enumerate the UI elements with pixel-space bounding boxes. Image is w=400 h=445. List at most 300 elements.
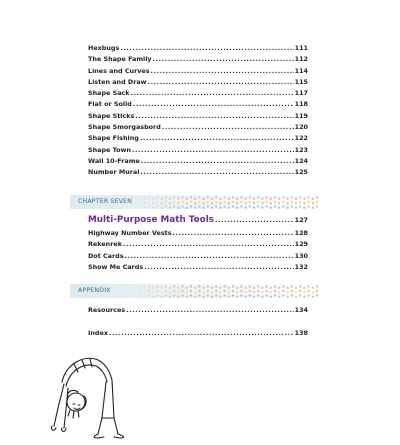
entry-page: 118 (294, 100, 308, 109)
toc-entry[interactable] (88, 122, 308, 133)
decorative-dot (207, 205, 209, 207)
decorative-dot (307, 196, 309, 198)
decorative-dot (261, 296, 263, 298)
decorative-dot (148, 294, 150, 296)
decorative-dot (274, 201, 276, 203)
decorative-dot (135, 296, 137, 298)
decorative-dot (312, 198, 314, 200)
decorative-dot (282, 294, 284, 296)
decorative-dot (240, 196, 242, 198)
entry-page: 117 (294, 89, 308, 98)
entry-title: Wall 10-Frame (88, 156, 140, 165)
decorative-dot (270, 287, 272, 289)
decorative-dot (316, 290, 318, 292)
decorative-dot (236, 296, 238, 298)
decorative-dot (270, 207, 272, 209)
chapter-seven-heading-block (88, 214, 308, 227)
decorative-dot (169, 202, 171, 204)
decorative-dot (194, 198, 196, 200)
decorative-dot (274, 290, 276, 292)
decorative-dot (139, 294, 141, 296)
leader-dots (215, 214, 294, 227)
decorative-dot (274, 205, 276, 207)
decorative-dot (135, 291, 137, 293)
decorative-dot (286, 287, 288, 289)
decorative-dot (211, 296, 213, 298)
entry-page: 134 (294, 306, 308, 314)
decorative-dot (257, 205, 259, 207)
leader-dots (135, 111, 293, 122)
decorative-dot (181, 294, 183, 296)
decorative-dot (177, 296, 179, 298)
decorative-dot (236, 202, 238, 204)
decorative-dot (316, 201, 318, 203)
decorative-dot (253, 291, 255, 293)
toc-entry[interactable] (88, 251, 308, 262)
decorative-dot (265, 294, 267, 296)
decorative-dot (253, 207, 255, 209)
toc-entry[interactable] (88, 111, 308, 122)
decorative-dot (215, 205, 217, 207)
entry-title: Lines and Curves (88, 66, 150, 75)
toc-entry[interactable] (88, 88, 308, 99)
decorative-dot (215, 285, 217, 287)
decorative-dot (156, 294, 158, 296)
decorative-dot (135, 287, 137, 289)
entry-title: Dot Cards (88, 251, 124, 260)
decorative-dot (169, 198, 171, 200)
decorative-dot (312, 207, 314, 209)
chapter-seven-title: Multi-Purpose Math Tools (88, 215, 214, 225)
entry-title: Shape Sack (88, 89, 130, 98)
leader-dots (131, 88, 294, 99)
decorative-dot (265, 205, 267, 207)
decorative-dot (282, 290, 284, 292)
decorative-dot (236, 207, 238, 209)
decorative-dot (223, 290, 225, 292)
decorative-dot (202, 202, 204, 204)
decorative-dot (295, 207, 297, 209)
decorative-dot (257, 294, 259, 296)
decorative-dot (307, 201, 309, 203)
decorative-dot (253, 296, 255, 298)
entry-page: 115 (294, 77, 308, 86)
child-bending-illustration (40, 348, 132, 440)
decorative-dot (181, 201, 183, 203)
decorative-dot (278, 202, 280, 204)
toc-entry[interactable] (88, 133, 308, 144)
decorative-dot (236, 198, 238, 200)
toc-list-chapter-seven (88, 228, 308, 273)
decorative-dot (312, 287, 314, 289)
decorative-dot (223, 201, 225, 203)
decorative-dot (253, 198, 255, 200)
entry-title: Index (88, 329, 108, 337)
chapter-seven-page: 127 (294, 216, 308, 224)
leader-dots (148, 77, 294, 88)
decorative-dot (190, 196, 192, 198)
entry-title: Rekenrek (88, 240, 122, 249)
decorative-dot (169, 207, 171, 209)
toc-entry[interactable] (88, 167, 308, 178)
decorative-dot (286, 296, 288, 298)
decorative-dot (278, 207, 280, 209)
appendix-resources-block (88, 305, 308, 316)
chapter-seven-heading[interactable] (88, 214, 308, 227)
decorative-dot (156, 201, 158, 203)
entry-title: Flat or Solid (88, 100, 132, 109)
decorative-dot (139, 205, 141, 207)
decorative-dot (274, 285, 276, 287)
entry-title: Listen and Draw (88, 77, 147, 86)
decorative-dot (186, 296, 188, 298)
decorative-dot (244, 287, 246, 289)
toc-entry[interactable] (88, 328, 308, 339)
decorative-dot (215, 290, 217, 292)
decorative-dot (190, 201, 192, 203)
decorative-dot (232, 285, 234, 287)
decorative-dot (165, 290, 167, 292)
entry-page: 130 (294, 251, 308, 260)
decorative-dot (265, 285, 267, 287)
decorative-dot (219, 296, 221, 298)
decorative-dot (303, 296, 305, 298)
decorative-dot (135, 202, 137, 204)
decorative-dot (253, 287, 255, 289)
decorative-dot (299, 205, 301, 207)
toc-entry[interactable] (88, 228, 308, 239)
decorative-dot (194, 202, 196, 204)
decorative-dot (219, 198, 221, 200)
decorative-dot (261, 287, 263, 289)
decorative-dot (240, 201, 242, 203)
decorative-dot (240, 285, 242, 287)
decorative-dot (278, 291, 280, 293)
leader-dots (162, 122, 294, 133)
entry-title: Show Me Cards (88, 262, 144, 271)
decorative-dot (261, 198, 263, 200)
decorative-dot (211, 291, 213, 293)
appendix-index-block (88, 328, 308, 339)
entry-page: 128 (294, 229, 308, 237)
decorative-dot (165, 201, 167, 203)
decorative-dot (202, 287, 204, 289)
decorative-dot (194, 207, 196, 209)
decorative-dot (202, 296, 204, 298)
leader-dots (141, 156, 294, 167)
decorative-dot (219, 202, 221, 204)
decorative-dot (165, 196, 167, 198)
entry-page: 124 (294, 156, 308, 165)
decorative-dot (186, 287, 188, 289)
decorative-dot (173, 285, 175, 287)
toc-entry[interactable] (88, 239, 308, 250)
decorative-dot (299, 201, 301, 203)
decorative-dot (278, 287, 280, 289)
decorative-dot (316, 205, 318, 207)
decorative-dot (202, 291, 204, 293)
decorative-dot (144, 207, 146, 209)
decorative-dot (291, 290, 293, 292)
decorative-dot (236, 287, 238, 289)
decorative-dot (278, 198, 280, 200)
decorative-dot (282, 201, 284, 203)
entry-page: 114 (294, 66, 308, 75)
decorative-dot (131, 294, 133, 296)
decorative-dot (177, 291, 179, 293)
decorative-dot (307, 294, 309, 296)
decorative-dot (286, 207, 288, 209)
leader-dots (132, 145, 294, 156)
decorative-dot (152, 291, 154, 293)
decorative-dot (186, 198, 188, 200)
decorative-dot (215, 201, 217, 203)
toc-entry[interactable] (88, 262, 308, 273)
decorative-dot (190, 290, 192, 292)
decorative-dot (223, 294, 225, 296)
chapter-seven-label: CHAPTER SEVEN (78, 198, 133, 205)
decorative-dot (148, 201, 150, 203)
decorative-dot (316, 196, 318, 198)
decorative-dot (190, 285, 192, 287)
decorative-dot (303, 207, 305, 209)
decorative-dot (261, 291, 263, 293)
decorative-dot (303, 291, 305, 293)
decorative-dot (219, 207, 221, 209)
decorative-dot (291, 285, 293, 287)
decorative-dot (232, 205, 234, 207)
chapter-seven-band (70, 195, 320, 209)
leader-dots (133, 99, 294, 110)
decorative-dot (156, 285, 158, 287)
decorative-dot (249, 196, 251, 198)
appendix-label: APPENDIX (78, 287, 111, 294)
decorative-dot (135, 198, 137, 200)
decorative-dot (160, 287, 162, 289)
decorative-dot (265, 196, 267, 198)
decorative-dot (198, 196, 200, 198)
decorative-dot (312, 296, 314, 298)
decorative-dot (228, 198, 230, 200)
toc-entry[interactable] (88, 99, 308, 110)
decorative-dot (291, 294, 293, 296)
entry-page: 120 (294, 123, 308, 132)
decorative-dot (177, 287, 179, 289)
decorative-dot (270, 291, 272, 293)
entry-page: 111 (294, 44, 308, 52)
decorative-dot (291, 205, 293, 207)
decorative-dot (131, 290, 133, 292)
decorative-dot (249, 205, 251, 207)
decorative-dot (312, 202, 314, 204)
decorative-dot (282, 205, 284, 207)
entry-page: 132 (294, 262, 308, 271)
decorative-dot (244, 202, 246, 204)
toc-entry[interactable] (88, 54, 308, 65)
decorative-dot (148, 205, 150, 207)
decorative-dot (181, 290, 183, 292)
decorative-dot (152, 202, 154, 204)
decorative-dot (160, 296, 162, 298)
toc-entry[interactable] (88, 43, 308, 54)
decorative-dot (274, 196, 276, 198)
decorative-dot (144, 198, 146, 200)
decorative-dot (249, 201, 251, 203)
decorative-dot (211, 287, 213, 289)
decorative-dot (139, 285, 141, 287)
leader-dots (123, 239, 294, 250)
entry-title: Shape Town (88, 145, 131, 154)
decorative-dot (202, 198, 204, 200)
decorative-dot (244, 198, 246, 200)
entry-page: 119 (294, 111, 308, 120)
leader-dots (151, 66, 294, 77)
decorative-dot (228, 202, 230, 204)
decorative-dot (249, 285, 251, 287)
decorative-dot (291, 201, 293, 203)
entry-title: Number Mural (88, 168, 140, 177)
decorative-dot (286, 202, 288, 204)
decorative-dot (265, 201, 267, 203)
decorative-dot (165, 294, 167, 296)
decorative-dot (173, 205, 175, 207)
leader-dots (140, 167, 293, 178)
decorative-dot (270, 198, 272, 200)
toc-entry[interactable] (88, 145, 308, 156)
decorative-dot (261, 202, 263, 204)
appendix-band (70, 284, 320, 298)
decorative-dot (181, 196, 183, 198)
decorative-dot (299, 196, 301, 198)
decorative-dot (207, 285, 209, 287)
decorative-dot (160, 202, 162, 204)
toc-entry[interactable] (88, 77, 308, 88)
toc-entry[interactable] (88, 156, 308, 167)
decorative-dot (257, 290, 259, 292)
entry-page: 138 (294, 329, 308, 337)
entry-page: 123 (294, 145, 308, 154)
decorative-dot (232, 290, 234, 292)
decorative-dot (249, 294, 251, 296)
decorative-dot (181, 285, 183, 287)
entry-page: 122 (294, 134, 308, 143)
decorative-dot (135, 207, 137, 209)
entry-title: Shape Sticks (88, 111, 135, 120)
decorative-dot (177, 198, 179, 200)
decorative-dot (295, 291, 297, 293)
toc-entry[interactable] (88, 305, 308, 316)
decorative-dot (219, 287, 221, 289)
decorative-dot (131, 285, 133, 287)
decorative-dot (156, 290, 158, 292)
decorative-dot (173, 196, 175, 198)
decorative-dot (198, 290, 200, 292)
toc-entry[interactable] (88, 66, 308, 77)
entry-page: 125 (294, 168, 308, 177)
decorative-dot (194, 291, 196, 293)
decorative-dot (152, 198, 154, 200)
decorative-dot (190, 294, 192, 296)
decorative-dot (148, 290, 150, 292)
decorative-dot (139, 201, 141, 203)
decorative-dot (160, 291, 162, 293)
decorative-dot (173, 201, 175, 203)
decorative-dot (194, 296, 196, 298)
leader-dots (153, 54, 294, 65)
decorative-dot (181, 205, 183, 207)
decorative-dot (282, 196, 284, 198)
decorative-dot (228, 291, 230, 293)
decorative-dot (156, 196, 158, 198)
decorative-dot (312, 291, 314, 293)
decorative-dot (207, 294, 209, 296)
decorative-dot (232, 196, 234, 198)
decorative-dot (316, 285, 318, 287)
decorative-dot (232, 201, 234, 203)
decorative-dot (169, 291, 171, 293)
decorative-dot (160, 198, 162, 200)
decorative-dot (257, 285, 259, 287)
decorative-dot (211, 207, 213, 209)
decorative-dot (186, 202, 188, 204)
decorative-dot (228, 296, 230, 298)
decorative-dot (291, 196, 293, 198)
decorative-dot (148, 196, 150, 198)
decorative-dot (152, 207, 154, 209)
decorative-dot (144, 202, 146, 204)
decorative-dot (316, 294, 318, 296)
decorative-dot (223, 196, 225, 198)
decorative-dot (219, 291, 221, 293)
decorative-dot (286, 198, 288, 200)
decorative-dot (303, 287, 305, 289)
decorative-dot (307, 285, 309, 287)
decorative-dot (190, 205, 192, 207)
decorative-dot (186, 207, 188, 209)
decorative-dot (144, 291, 146, 293)
entry-title: Shape Fishing (88, 134, 139, 143)
decorative-dot (198, 285, 200, 287)
decorative-dot (240, 294, 242, 296)
decorative-dot (165, 285, 167, 287)
decorative-dot (307, 205, 309, 207)
decorative-dot (236, 291, 238, 293)
decorative-dot (207, 201, 209, 203)
toc-list-chapter-six (88, 43, 308, 179)
decorative-dot (257, 201, 259, 203)
decorative-dot (228, 207, 230, 209)
leader-dots (173, 228, 294, 239)
decorative-dot (177, 207, 179, 209)
decorative-dot (282, 285, 284, 287)
decorative-dot (186, 291, 188, 293)
entry-title: Hexbugs (88, 44, 120, 52)
decorative-dot (160, 207, 162, 209)
decorative-dot (144, 287, 146, 289)
decorative-dot (173, 290, 175, 292)
decorative-dot (144, 296, 146, 298)
decorative-dot (148, 285, 150, 287)
decorative-dot (152, 287, 154, 289)
decorative-dot (253, 202, 255, 204)
entry-title: Highway Number Vests (88, 229, 172, 237)
entry-title: The Shape Family (88, 55, 152, 64)
decorative-dot (244, 291, 246, 293)
decorative-dot (223, 285, 225, 287)
decorative-dot (303, 202, 305, 204)
leader-dots (140, 133, 294, 144)
decorative-dot (244, 207, 246, 209)
